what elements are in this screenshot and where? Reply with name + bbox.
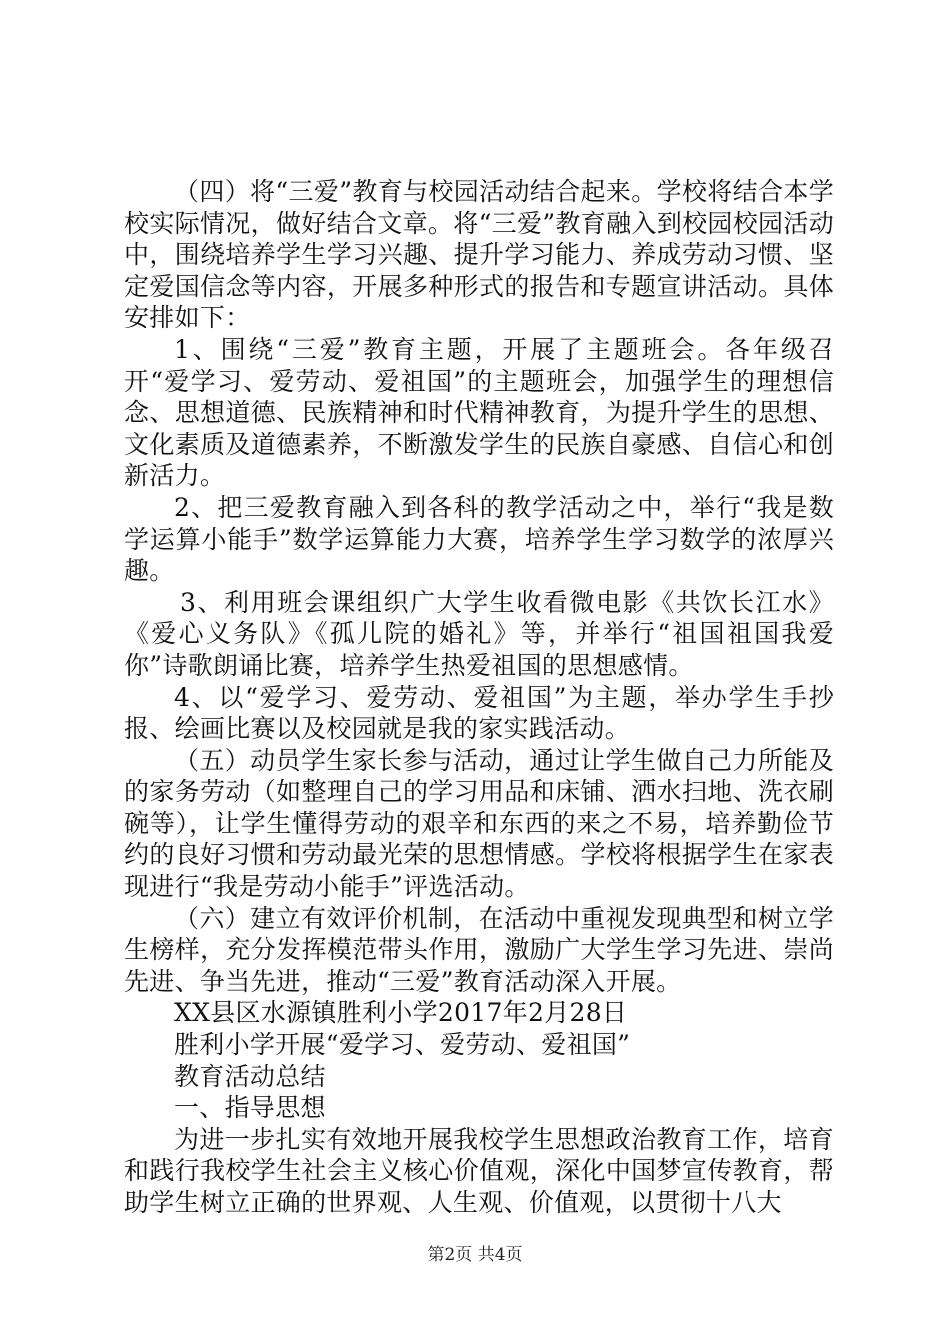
signature-line: XX县区水源镇胜利小学2017年2月28日	[174, 998, 628, 1028]
summary-title-line-two: 教育活动总结	[174, 1061, 326, 1091]
page-number-footer: 第2页 共4页	[427, 1245, 523, 1265]
paragraph-item-three: 3、利用班会课组织广大学生收看微电影《共饮长江水》《爱心义务队》《孤儿院的婚礼》等，并举行“祖国祖国我爱你”诗歌朗诵比赛，培养学生热爱祖国的思想感情。	[124, 587, 834, 680]
paragraph-section-four: （四）将“三爱”教育与校园活动结合起来。学校将结合本学校实际情况，做好结合文章。将“三爱”教育融入到校园校园活动中，围绕培养学生学习兴趣、提升学习能力、养成劳动习惯、坚定爱国信念等内容，开展多种形式的报告和专题宣讲活动。具体安排如下：	[124, 177, 834, 333]
summary-title-line-one: 胜利小学开展“爱学习、爱劳动、爱祖国”	[174, 1030, 631, 1060]
document-body	[124, 176, 834, 1219]
paragraph-section-five: （五）动员学生家长参与活动，通过让学生做自己力所能及的家务劳动（如整理自己的学习用品和床铺、洒水扫地、洗衣刷碗等），让学生懂得劳动的艰辛和东西的来之不易，培养勤俭节约的良好习惯和劳动最光荣的思想情感。学校将根据学生在家表现进行“我是劳动小能手”评选活动。	[124, 745, 834, 902]
paragraph-item-four: 4、以“爱学习、爱劳动、爱祖国”为主题，举办学生手抄报、绘画比赛以及校园就是我的家实践活动。	[124, 682, 834, 744]
paragraph-section-six: （六）建立有效评价机制，在活动中重视发现典型和树立学生榜样，充分发挥模范带头作用，激励广大学生学习先进、崇尚先进、争当先进，推动“三爱”教育活动深入开展。	[124, 903, 834, 996]
paragraph-guiding-ideology: 为进一步扎实有效地开展我校学生思想政治教育工作，培育和践行我校学生社会主义核心价值观，深化中国梦宣传教育，帮助学生树立正确的世界观、人生观、价值观，以贯彻十八大	[124, 1124, 834, 1217]
paragraph-item-two: 2、把三爱教育融入到各科的教学活动之中，举行“我是数学运算小能手”数学运算能力大赛，培养学生学习数学的浓厚兴趣。	[124, 492, 834, 586]
paragraph-item-one: 1、围绕“三爱”教育主题，开展了主题班会。各年级召开“爱学习、爱劳动、爱祖国”的主题班会，加强学生的理想信念、思想道德、民族精神和时代精神教育，为提升学生的思想、文化素质及道德素养，不断激发学生的民族自豪感、自信心和创新活力。	[124, 334, 834, 491]
section-heading-guiding-ideology: 一、指导思想	[174, 1093, 326, 1123]
